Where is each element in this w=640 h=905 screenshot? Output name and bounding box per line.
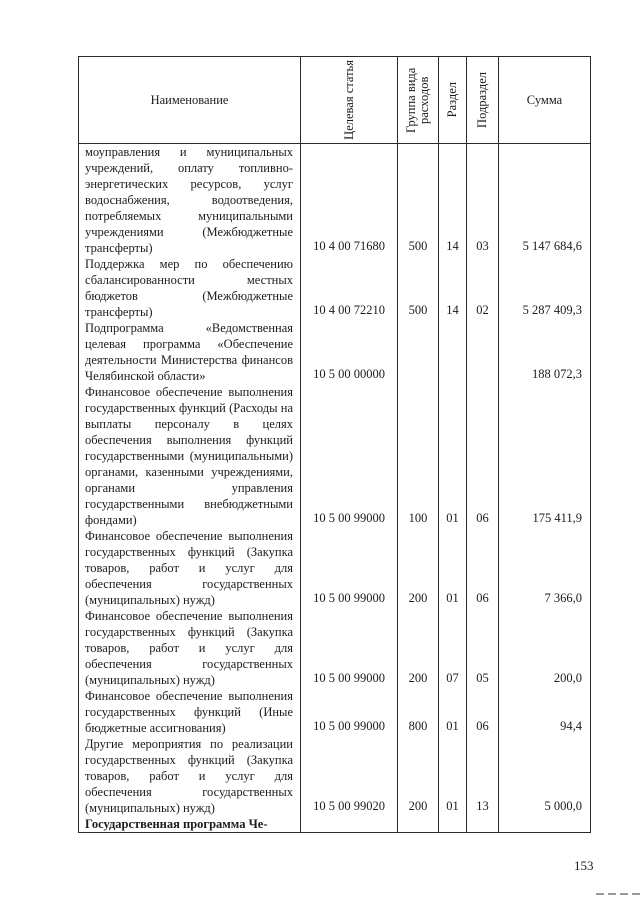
row-sum: 7 366,0: [499, 528, 591, 608]
header-name: Наименование: [79, 57, 301, 144]
row-name: Другие мероприятия по реализации государственных функций (Закупка товаров, работ и услуг для обеспечения государственных (муниципальных) нужд): [79, 736, 301, 816]
row-sum: 5 147 684,6: [499, 144, 591, 257]
row-subsection: 13: [467, 736, 499, 816]
row-name: моуправления и муниципальных учреждений, оплату топливно-энергетических ресурсов, услуг водоснабжения, водоотведения, потребляемых муниципальными учреждениями (Межбюджетные трансферты): [79, 144, 301, 257]
row-section: 01: [439, 688, 467, 736]
header-section: Раздел: [439, 57, 467, 144]
row-name: Поддержка мер по обеспечению сбалансированности местных бюджетов (Межбюджетные трансферты): [79, 256, 301, 320]
table-row: [79, 688, 591, 736]
row-sum: [499, 816, 591, 833]
row-subsection: [467, 320, 499, 384]
table-row: [79, 320, 591, 384]
table-header-row: [79, 57, 591, 144]
row-name: Финансовое обеспечение выполнения государственных функций (Закупка товаров, работ и услуг для обеспечения государственных (муниципальных) нужд): [79, 528, 301, 608]
row-sum: 175 411,9: [499, 384, 591, 528]
row-name: Финансовое обеспечение выполнения государственных функций (Расходы на выплаты персоналу в целях обеспечения выполнения функций государственными (муниципальными) органами, казенными учреждениями, органами управления государственными внебюджетными фондами): [79, 384, 301, 528]
row-name: Подпрограмма «Ведомственная целевая программа «Обеспечение деятельности Министерства финансов Челябинской области»: [79, 320, 301, 384]
row-code: 10 5 00 99000: [301, 608, 398, 688]
row-subsection: [467, 816, 499, 833]
row-code: 10 5 00 99000: [301, 528, 398, 608]
row-name: Финансовое обеспечение выполнения государственных функций (Закупка товаров, работ и услуг для обеспечения государственных (муниципальных) нужд): [79, 608, 301, 688]
row-section: 14: [439, 256, 467, 320]
row-code: 10 5 00 00000: [301, 320, 398, 384]
table-row: [79, 608, 591, 688]
row-code: [301, 816, 398, 833]
header-sum: Сумма: [499, 57, 591, 144]
budget-table: [78, 56, 591, 833]
row-name: Государственная программа Че-: [79, 816, 301, 833]
header-subsection: Подраздел: [467, 57, 499, 144]
row-group: [398, 320, 439, 384]
row-group: 200: [398, 608, 439, 688]
header-group: Группа вида расходов: [398, 57, 439, 144]
row-group: 200: [398, 736, 439, 816]
row-name: Финансовое обеспечение выполнения государственных функций (Иные бюджетные ассигнования): [79, 688, 301, 736]
scan-artifact-divider: [596, 893, 640, 895]
table-row: [79, 384, 591, 528]
table-row: [79, 144, 591, 257]
row-section: [439, 320, 467, 384]
row-section: [439, 816, 467, 833]
row-sum: 188 072,3: [499, 320, 591, 384]
row-code: 10 5 00 99000: [301, 688, 398, 736]
row-section: 01: [439, 528, 467, 608]
page-number: 153: [574, 858, 594, 873]
row-section: 01: [439, 384, 467, 528]
row-group: 800: [398, 688, 439, 736]
row-subsection: 06: [467, 528, 499, 608]
table-row: [79, 736, 591, 816]
row-code: 10 5 00 99000: [301, 384, 398, 528]
row-subsection: 06: [467, 384, 499, 528]
row-sum: 200,0: [499, 608, 591, 688]
row-code: 10 4 00 71680: [301, 144, 398, 257]
row-subsection: 06: [467, 688, 499, 736]
row-group: 100: [398, 384, 439, 528]
row-subsection: 05: [467, 608, 499, 688]
row-group: [398, 816, 439, 833]
row-group: 200: [398, 528, 439, 608]
row-subsection: 03: [467, 144, 499, 257]
row-code: 10 4 00 72210: [301, 256, 398, 320]
row-group: 500: [398, 144, 439, 257]
row-sum: 5 000,0: [499, 736, 591, 816]
row-sum: 5 287 409,3: [499, 256, 591, 320]
row-subsection: 02: [467, 256, 499, 320]
header-target: Целевая статья: [301, 57, 398, 144]
row-section: 07: [439, 608, 467, 688]
table-row: [79, 816, 591, 833]
row-group: 500: [398, 256, 439, 320]
row-section: 14: [439, 144, 467, 257]
row-section: 01: [439, 736, 467, 816]
row-sum: 94,4: [499, 688, 591, 736]
row-code: 10 5 00 99020: [301, 736, 398, 816]
table-row: [79, 256, 591, 320]
table-row: [79, 528, 591, 608]
